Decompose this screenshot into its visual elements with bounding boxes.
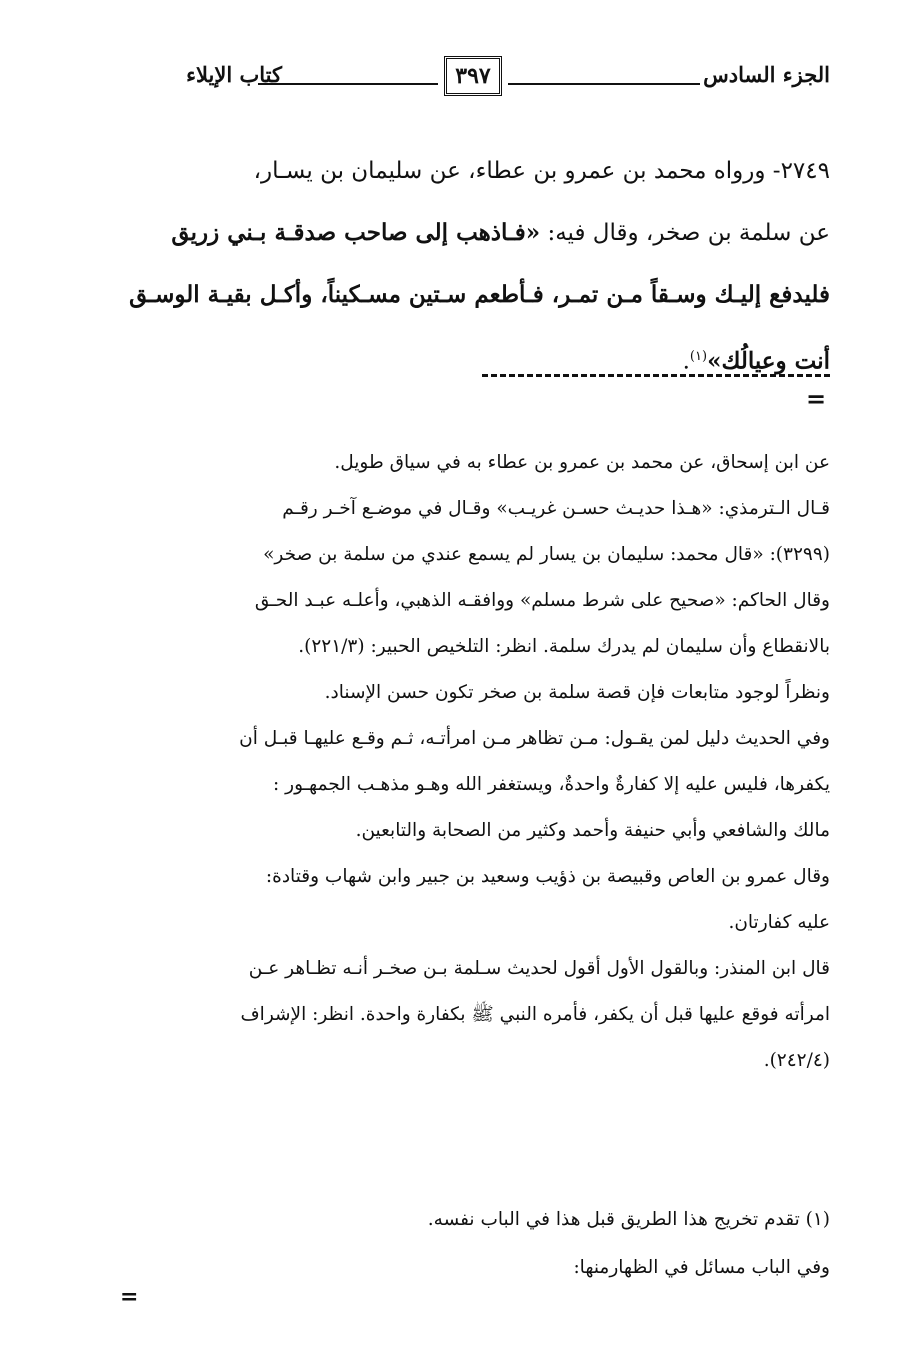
- main-line: عن سلمة بن صخر، وقال فيه: «فـاذهب إلى صاحب صدقـة بـني زريق: [171, 219, 830, 246]
- page-header: [118, 56, 830, 102]
- commentary-line: ونظراً لوجود متابعات فإن قصة سلمة بن صخر تكون حسن الإسناد.: [324, 682, 830, 703]
- commentary-line: امرأته فوقع عليها قبل أن يكفر، فأمره النبي ﷺ بكفارة واحدة. انظر: الإشراف: [240, 1004, 830, 1025]
- commentary-line: بالانقطاع وأن سليمان لم يدرك سلمة. انظر: التلخيص الحبير: (٢٢١/٣).: [298, 636, 830, 657]
- commentary-line: وقال الحاكم: «صحيح على شرط مسلم» ووافقـه الذهبي، وأعلـه عبـد الحـق: [254, 590, 830, 611]
- commentary-line: يكفرها، فليس عليه إلا كفارةٌ واحدةٌ، ويستغفر الله وهـو مذهـب الجمهـور :: [273, 774, 830, 795]
- commentary-line: عليه كفارتان.: [728, 912, 830, 933]
- commentary-line: (٢٤٢/٤).: [763, 1050, 830, 1071]
- main-text: [118, 140, 830, 393]
- footer-mark: =: [120, 1284, 139, 1310]
- dashed-divider: [482, 374, 830, 377]
- commentary: [118, 440, 830, 1084]
- commentary-line: (٣٢٩٩): «قال محمد: سليمان بن يسار لم يسمع عندي من سلمة بن صخر»: [263, 544, 830, 565]
- commentary-line: قـال الـترمذي: «هـذا حديـث حسـن غريـب» وقـال في موضـع آخـر رقـم: [282, 498, 830, 519]
- commentary-line: مالك والشافعي وأبي حنيفة وأحمد وكثير من الصحابة والتابعين.: [355, 820, 830, 841]
- continuation-mark: =: [806, 384, 827, 413]
- commentary-line: وفي الحديث دليل لمن يقـول: مـن تظاهر مـن امرأتـه، ثـم وقـع عليهـا قبـل أن: [239, 728, 830, 749]
- footnote-line: (١) تقدم تخريج هذا الطريق قبل هذا في الباب نفسه.: [427, 1209, 830, 1230]
- volume-title: الجزء السادس: [703, 62, 830, 87]
- commentary-line: عن ابن إسحاق، عن محمد بن عمرو بن عطاء به في سياق طويل.: [334, 452, 830, 473]
- footnotes: [118, 1196, 830, 1292]
- main-line: فليدفع إليـك وسـقاً مـن تمـر، فـأطعم سـتين مسـكيناً، وأكـل بقيـة الوسـق: [129, 281, 830, 308]
- main-line: أنت وعيالُك»$^{(١)}$.: [682, 347, 830, 375]
- book-title: كتاب الإيلاء: [186, 62, 282, 87]
- header-rule-right: [508, 83, 700, 85]
- commentary-line: قال ابن المنذر: وبالقول الأول أقول لحديث سـلمة بـن صخـر أنـه تظـاهر عـن: [248, 958, 830, 979]
- footnote-ref: (١): [689, 349, 708, 364]
- commentary-line: وقال عمرو بن العاص وقبيصة بن ذؤيب وسعيد بن جبير وابن شهاب وقتادة:: [265, 866, 830, 887]
- header-rule-left: [258, 83, 438, 85]
- page-number: ٣٩٧: [444, 56, 502, 96]
- hadith-quote: «فـاذهب إلى صاحب صدقـة بـني زريق: [171, 219, 541, 246]
- main-line: ٢٧٤٩- ورواه محمد بن عمرو بن عطاء، عن سليمان بن يسـار،: [253, 158, 830, 184]
- footnote-line: وفي الباب مسائل في الظهارمنها:: [573, 1257, 830, 1278]
